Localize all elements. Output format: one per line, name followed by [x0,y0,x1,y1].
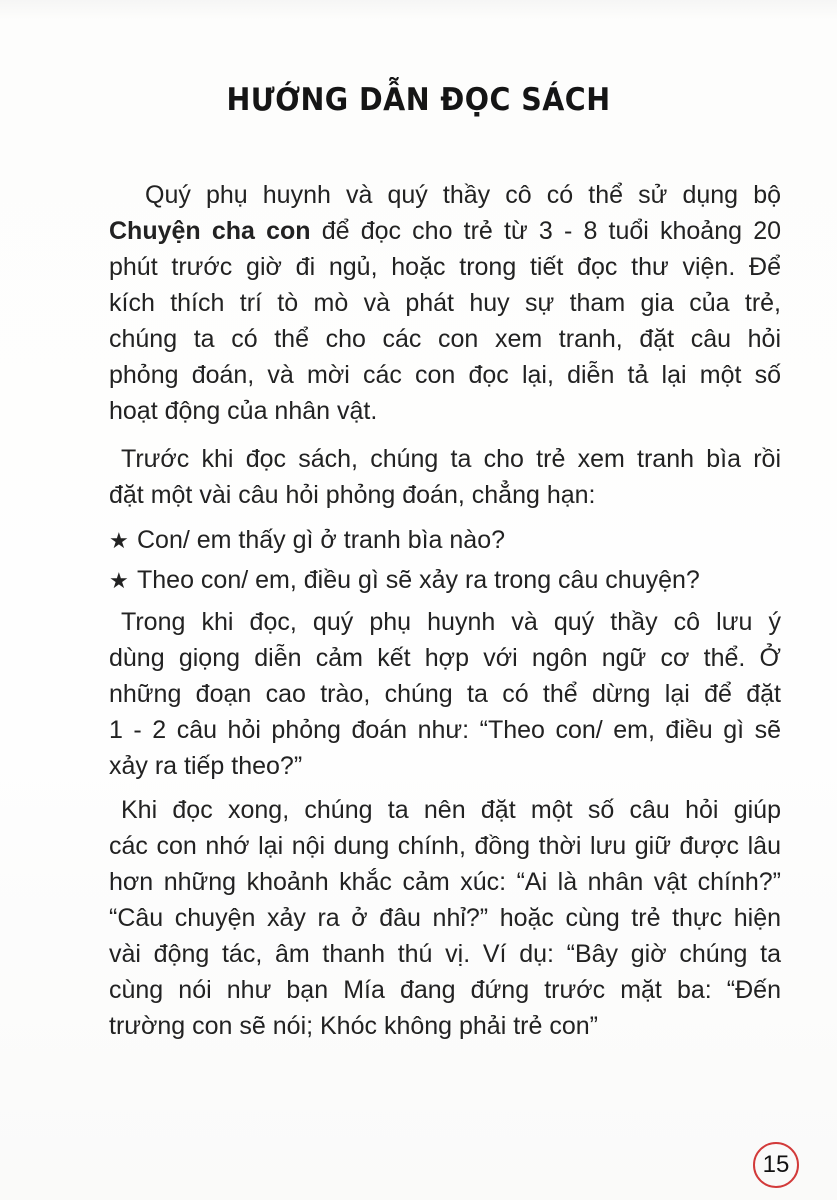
paragraph-4-line: Khi đọc xong, chúng ta nên đặt một số câu hỏi giúp [121,796,781,824]
paragraph-3-line: dùng giọng diễn cảm kết hợp với ngôn ngữ cơ thể. Ở [109,644,781,672]
star-bullet-icon: ★ [109,568,129,593]
paragraph-1-line: chúng ta có thể cho các con xem tranh, đặt câu hỏi [109,325,781,353]
bullet-text: Con/ em thấy gì ở tranh bìa nào? [137,526,506,554]
paragraph-4-line: cùng nói như bạn Mía đang đứng trước mặt ba: “Đến [109,976,781,1004]
bullet-text: Theo con/ em, điều gì sẽ xảy ra trong câu chuyện? [137,566,700,594]
bullet-item [109,565,781,596]
paragraph-1-line: kích thích trí tò mò và phát huy sự tham gia của trẻ, [109,289,781,317]
paragraph-2-line: Trước khi đọc sách, chúng ta cho trẻ xem tranh bìa rồi [121,445,781,473]
paragraph-3-line: Trong khi đọc, quý phụ huynh và quý thầy cô lưu ý [121,608,781,636]
paragraph-4-line: vài động tác, âm thanh thú vị. Ví dụ: “Bây giờ chúng ta [109,940,781,968]
paragraph-3-line: 1 - 2 câu hỏi phỏng đoán như: “Theo con/ em, điều gì sẽ [109,716,781,744]
paragraph-4-line: “Câu chuyện xảy ra ở đâu nhỉ?” hoặc cùng trẻ thực hiện [109,904,781,932]
paragraph-1-line [109,216,781,246]
paragraph-4-line: hơn những khoảnh khắc cảm xúc: “Ai là nhân vật chính?” [109,868,781,896]
paragraph-1-line: hoạt động của nhân vật. [109,397,378,425]
paragraph-1-line: phỏng đoán, và mời các con đọc lại, diễn tả lại một số [109,361,781,389]
paragraph-1-line: Quý phụ huynh và quý thầy cô có thể sử dụng bộ [145,181,781,209]
bullet-item [109,525,781,556]
paragraph-3-line: xảy ra tiếp theo?” [109,752,303,780]
paragraph-1-line: phút trước giờ đi ngủ, hoặc trong tiết đọc thư viện. Để [109,253,781,281]
page-title: HƯỚNG DẪN ĐỌC SÁCH [226,82,611,118]
paragraph-text: để đọc cho trẻ từ 3 - 8 tuổi khoảng 20 [310,217,781,245]
paragraph-3-line: những đoạn cao trào, chúng ta có thể dừng lại để đặt [109,680,781,708]
book-series-name: Chuyện cha con [109,217,311,245]
page-number: 15 [753,1142,799,1188]
paragraph-2-line: đặt một vài câu hỏi phỏng đoán, chẳng hạn: [109,481,596,509]
paragraph-4-line: trường con sẽ nói; Khóc không phải trẻ con” [109,1012,598,1040]
paragraph-4-line: các con nhớ lại nội dung chính, đồng thời lưu giữ được lâu [109,832,781,860]
star-bullet-icon: ★ [109,528,129,553]
